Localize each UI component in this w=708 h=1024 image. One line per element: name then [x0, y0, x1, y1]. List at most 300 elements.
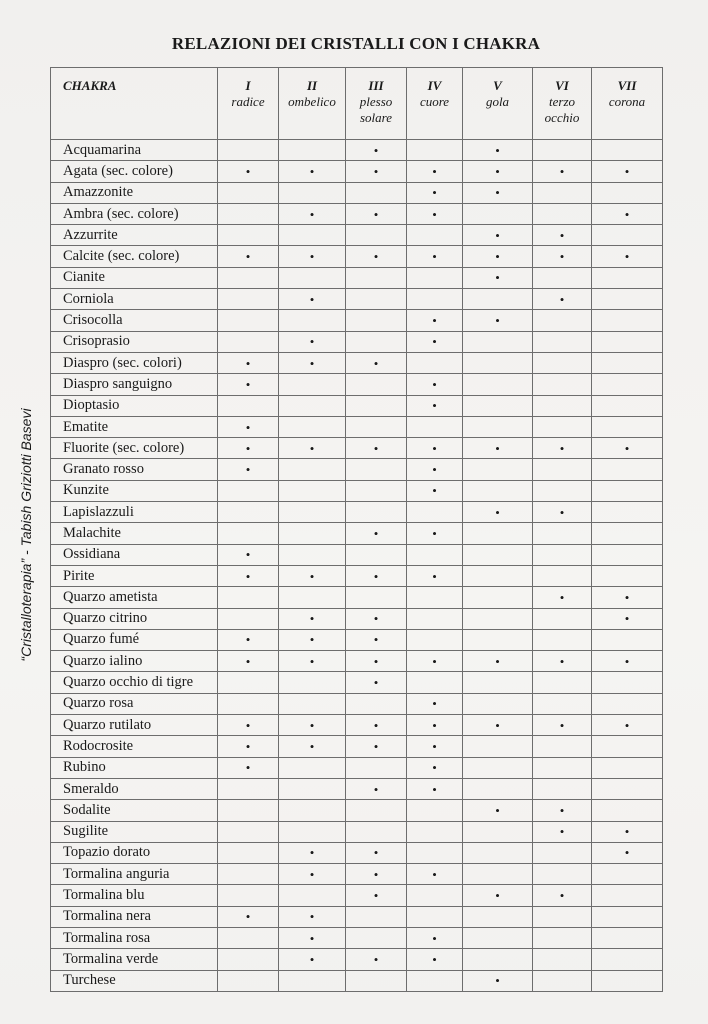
chakra-mark-empty [407, 225, 463, 246]
chakra-mark-empty [346, 374, 407, 395]
chakra-mark-empty [463, 352, 533, 373]
chakra-mark-dot: • [533, 225, 592, 246]
chakra-mark-empty [533, 140, 592, 161]
crystal-name: Topazio dorato [51, 842, 218, 863]
chakra-mark-empty [346, 821, 407, 842]
chakra-mark-dot: • [463, 267, 533, 288]
table-row [51, 502, 663, 523]
chakra-mark-dot: • [407, 693, 463, 714]
crystal-name: Rodocrosite [51, 736, 218, 757]
chakra-mark-dot: • [346, 842, 407, 863]
chakra-mark-empty [279, 459, 346, 480]
crystal-name: Sodalite [51, 800, 218, 821]
table-row [51, 821, 663, 842]
table-row [51, 949, 663, 970]
chakra-mark-dot: • [346, 651, 407, 672]
table-row [51, 608, 663, 629]
chakra-mark-empty [346, 289, 407, 310]
chakra-mark-dot: • [218, 906, 279, 927]
crystal-name: Tormalina verde [51, 949, 218, 970]
chakra-mark-empty [533, 459, 592, 480]
chakra-mark-empty [463, 864, 533, 885]
table-row [51, 565, 663, 586]
chakra-mark-empty [279, 267, 346, 288]
chakra-mark-empty [218, 480, 279, 501]
chakra-mark-dot: • [218, 374, 279, 395]
chakra-mark-empty [463, 949, 533, 970]
header-chakra-4 [407, 68, 463, 140]
crystal-name: Quarzo ametista [51, 587, 218, 608]
chakra-mark-empty [218, 502, 279, 523]
chakra-mark-empty [279, 480, 346, 501]
table-row [51, 203, 663, 224]
chakra-mark-empty [592, 949, 663, 970]
crystal-name: Acquamarina [51, 140, 218, 161]
chakra-mark-empty [346, 267, 407, 288]
chakra-mark-empty [463, 203, 533, 224]
chakra-mark-dot: • [592, 842, 663, 863]
page-title: RELAZIONI DEI CRISTALLI CON I CHAKRA [171, 34, 541, 53]
chakra-mark-empty [346, 416, 407, 437]
chakra-mark-empty [592, 970, 663, 991]
chakra-mark-dot: • [218, 544, 279, 565]
chakra-mark-empty [463, 587, 533, 608]
chakra-mark-empty [407, 352, 463, 373]
chakra-mark-empty [218, 225, 279, 246]
header-chakra: CHAKRA [51, 68, 218, 140]
chakra-mark-empty [218, 182, 279, 203]
chakra-mark-dot: • [279, 906, 346, 927]
chakra-mark-dot: • [407, 161, 463, 182]
chakra-mark-empty [592, 140, 663, 161]
chakra-mark-empty [533, 544, 592, 565]
chakra-mark-empty [592, 544, 663, 565]
chakra-mark-dot: • [407, 757, 463, 778]
chakra-mark-dot: • [463, 225, 533, 246]
chakra-mark-dot: • [218, 715, 279, 736]
chakra-mark-dot: • [592, 608, 663, 629]
table-row [51, 864, 663, 885]
chakra-mark-empty [592, 352, 663, 373]
chakra-mark-dot: • [279, 842, 346, 863]
chakra-mark-dot: • [346, 608, 407, 629]
chakra-mark-empty [279, 672, 346, 693]
chakra-mark-empty [463, 927, 533, 948]
table-row [51, 651, 663, 672]
chakra-mark-dot: • [407, 459, 463, 480]
table-row [51, 715, 663, 736]
chakra-mark-empty [592, 885, 663, 906]
crystal-name: Kunzite [51, 480, 218, 501]
chakra-mark-empty [218, 310, 279, 331]
chakra-mark-dot: • [279, 927, 346, 948]
chakra-mark-empty [346, 502, 407, 523]
chakra-mark-dot: • [407, 438, 463, 459]
chakra-mark-empty [279, 757, 346, 778]
chakra-mark-empty [346, 587, 407, 608]
chakra-mark-empty [592, 800, 663, 821]
crystal-name: Crisocolla [51, 310, 218, 331]
chakra-mark-empty [279, 310, 346, 331]
chakra-mark-dot: • [407, 203, 463, 224]
chakra-mark-dot: • [533, 715, 592, 736]
crystal-name: Turchese [51, 970, 218, 991]
chakra-mark-empty [218, 587, 279, 608]
chakra-mark-dot: • [407, 651, 463, 672]
crystal-name: Diaspro (sec. colori) [51, 352, 218, 373]
chakra-mark-empty [407, 502, 463, 523]
chakra-mark-dot: • [533, 246, 592, 267]
table-row [51, 757, 663, 778]
header-chakra-6 [533, 68, 592, 140]
chakra-mark-empty [346, 459, 407, 480]
chakra-mark-empty [346, 310, 407, 331]
chakra-mark-empty [279, 821, 346, 842]
chakra-mark-empty [279, 885, 346, 906]
chakra-mark-dot: • [346, 629, 407, 650]
chakra-mark-dot: • [463, 715, 533, 736]
chakra-mark-dot: • [218, 438, 279, 459]
crystal-name: Lapislazzuli [51, 502, 218, 523]
chakra-label: cuore [419, 94, 450, 109]
chakra-mark-empty [218, 927, 279, 948]
chakra-mark-dot: • [346, 672, 407, 693]
chakra-mark-empty [592, 182, 663, 203]
table-row [51, 544, 663, 565]
chakra-number: III [368, 78, 384, 93]
table-row [51, 289, 663, 310]
chakra-mark-empty [592, 416, 663, 437]
chakra-number: VII [617, 78, 637, 93]
table-row [51, 161, 663, 182]
crystal-name: Ambra (sec. colore) [51, 203, 218, 224]
chakra-mark-dot: • [407, 927, 463, 948]
chakra-mark-dot: • [533, 885, 592, 906]
chakra-mark-empty [533, 608, 592, 629]
chakra-mark-empty [346, 182, 407, 203]
table-row [51, 331, 663, 352]
chakra-mark-dot: • [346, 715, 407, 736]
chakra-mark-dot: • [463, 970, 533, 991]
crystal-name: Tormalina rosa [51, 927, 218, 948]
crystal-name: Tormalina nera [51, 906, 218, 927]
crystal-name: Smeraldo [51, 778, 218, 799]
crystal-name: Fluorite (sec. colore) [51, 438, 218, 459]
chakra-mark-dot: • [218, 757, 279, 778]
chakra-number: VI [555, 78, 569, 93]
chakra-mark-dot: • [279, 864, 346, 885]
crystal-name: Tormalina blu [51, 885, 218, 906]
chakra-mark-empty [279, 182, 346, 203]
chakra-mark-dot: • [279, 289, 346, 310]
chakra-mark-empty [346, 395, 407, 416]
chakra-mark-dot: • [463, 651, 533, 672]
chakra-mark-empty [533, 203, 592, 224]
chakra-mark-dot: • [407, 182, 463, 203]
chakra-label: ombelico [288, 94, 336, 109]
chakra-mark-dot: • [218, 459, 279, 480]
table-row [51, 587, 663, 608]
chakra-mark-empty [533, 970, 592, 991]
chakra-mark-empty [218, 523, 279, 544]
chakra-mark-empty [463, 416, 533, 437]
chakra-mark-dot: • [346, 523, 407, 544]
chakra-mark-empty [463, 842, 533, 863]
chakra-mark-empty [463, 395, 533, 416]
table-row [51, 693, 663, 714]
chakra-mark-dot: • [463, 438, 533, 459]
chakra-mark-empty [463, 523, 533, 544]
chakra-mark-empty [279, 374, 346, 395]
chakra-mark-empty [463, 480, 533, 501]
chakra-mark-empty [533, 693, 592, 714]
chakra-mark-empty [533, 629, 592, 650]
chakra-mark-dot: • [218, 565, 279, 586]
table-row [51, 438, 663, 459]
chakra-mark-empty [533, 331, 592, 352]
chakra-mark-empty [279, 140, 346, 161]
chakra-mark-dot: • [218, 651, 279, 672]
chakra-mark-empty [218, 778, 279, 799]
chakra-mark-empty [407, 544, 463, 565]
crystal-name: Quarzo fumé [51, 629, 218, 650]
chakra-mark-empty [218, 693, 279, 714]
chakra-mark-empty [533, 565, 592, 586]
chakra-mark-empty [279, 970, 346, 991]
chakra-mark-empty [218, 864, 279, 885]
header-chakra-7 [592, 68, 663, 140]
chakra-mark-empty [592, 864, 663, 885]
chakra-mark-dot: • [218, 416, 279, 437]
chakra-mark-dot: • [592, 203, 663, 224]
chakra-mark-dot: • [346, 736, 407, 757]
chakra-mark-empty [346, 225, 407, 246]
chakra-mark-empty [592, 629, 663, 650]
chakra-mark-dot: • [407, 246, 463, 267]
chakra-mark-empty [592, 267, 663, 288]
crystal-name: Quarzo citrino [51, 608, 218, 629]
chakra-mark-empty [218, 800, 279, 821]
chakra-mark-empty [463, 821, 533, 842]
table-row [51, 736, 663, 757]
chakra-mark-empty [346, 906, 407, 927]
table-row [51, 374, 663, 395]
chakra-mark-dot: • [218, 352, 279, 373]
chakra-mark-empty [533, 310, 592, 331]
chakra-mark-dot: • [463, 140, 533, 161]
chakra-mark-empty [463, 693, 533, 714]
chakra-mark-dot: • [533, 587, 592, 608]
table-row [51, 459, 663, 480]
chakra-mark-dot: • [346, 352, 407, 373]
chakra-mark-empty [463, 778, 533, 799]
header-chakra-3 [346, 68, 407, 140]
chakra-crystal-table [50, 67, 663, 992]
crystal-name: Sugilite [51, 821, 218, 842]
chakra-mark-empty [463, 672, 533, 693]
chakra-mark-empty [592, 523, 663, 544]
chakra-mark-empty [463, 736, 533, 757]
chakra-mark-empty [592, 374, 663, 395]
chakra-mark-empty [463, 331, 533, 352]
header-chakra-2 [279, 68, 346, 140]
chakra-mark-empty [463, 608, 533, 629]
chakra-label: radice [231, 94, 265, 109]
chakra-mark-empty [463, 757, 533, 778]
chakra-mark-dot: • [279, 331, 346, 352]
chakra-mark-empty [592, 395, 663, 416]
chakra-mark-empty [407, 587, 463, 608]
chakra-mark-dot: • [592, 246, 663, 267]
chakra-mark-dot: • [407, 310, 463, 331]
header-chakra-5 [463, 68, 533, 140]
chakra-mark-empty [592, 459, 663, 480]
chakra-mark-empty [279, 587, 346, 608]
table-row [51, 672, 663, 693]
chakra-mark-empty [279, 225, 346, 246]
chakra-mark-empty [218, 395, 279, 416]
chakra-mark-empty [592, 289, 663, 310]
chakra-mark-dot: • [218, 161, 279, 182]
chakra-mark-dot: • [279, 949, 346, 970]
chakra-mark-empty [533, 480, 592, 501]
chakra-mark-dot: • [407, 864, 463, 885]
chakra-mark-dot: • [592, 161, 663, 182]
crystal-name: Diaspro sanguigno [51, 374, 218, 395]
chakra-mark-empty [407, 906, 463, 927]
chakra-mark-dot: • [346, 565, 407, 586]
chakra-mark-dot: • [592, 651, 663, 672]
chakra-mark-empty [533, 523, 592, 544]
crystal-name: Corniola [51, 289, 218, 310]
chakra-mark-empty [592, 906, 663, 927]
chakra-mark-empty [533, 352, 592, 373]
chakra-mark-empty [533, 736, 592, 757]
chakra-mark-empty [407, 267, 463, 288]
chakra-mark-dot: • [346, 864, 407, 885]
chakra-mark-empty [407, 800, 463, 821]
chakra-mark-dot: • [279, 736, 346, 757]
chakra-mark-empty [218, 289, 279, 310]
crystal-name: Crisoprasio [51, 331, 218, 352]
chakra-mark-dot: • [279, 203, 346, 224]
side-caption: “Cristalloterapia” - Tabish Griziotti Basevi [18, 408, 34, 662]
chakra-mark-empty [592, 693, 663, 714]
table-row [51, 140, 663, 161]
chakra-label: terzo occhio [544, 94, 580, 125]
chakra-mark-dot: • [346, 203, 407, 224]
chakra-mark-dot: • [533, 438, 592, 459]
chakra-mark-empty [218, 672, 279, 693]
chakra-mark-empty [463, 906, 533, 927]
chakra-mark-dot: • [346, 161, 407, 182]
chakra-mark-empty [592, 310, 663, 331]
chakra-mark-empty [407, 289, 463, 310]
chakra-mark-dot: • [533, 289, 592, 310]
chakra-mark-empty [218, 970, 279, 991]
chakra-mark-empty [218, 949, 279, 970]
chakra-mark-empty [533, 927, 592, 948]
chakra-mark-empty [218, 885, 279, 906]
table-row [51, 416, 663, 437]
chakra-mark-empty [218, 203, 279, 224]
chakra-mark-empty [407, 629, 463, 650]
chakra-mark-empty [218, 140, 279, 161]
chakra-mark-empty [533, 864, 592, 885]
table-row [51, 800, 663, 821]
crystal-name: Azzurrite [51, 225, 218, 246]
chakra-mark-dot: • [407, 374, 463, 395]
chakra-mark-empty [407, 821, 463, 842]
chakra-mark-empty [218, 821, 279, 842]
chakra-mark-empty [533, 949, 592, 970]
chakra-mark-empty [346, 970, 407, 991]
chakra-mark-dot: • [533, 821, 592, 842]
chakra-mark-dot: • [279, 246, 346, 267]
chakra-mark-dot: • [407, 565, 463, 586]
chakra-mark-dot: • [218, 246, 279, 267]
chakra-mark-empty [463, 374, 533, 395]
chakra-mark-empty [533, 672, 592, 693]
chakra-mark-empty [463, 629, 533, 650]
chakra-mark-empty [279, 693, 346, 714]
crystal-name: Ossidiana [51, 544, 218, 565]
chakra-mark-dot: • [218, 736, 279, 757]
chakra-mark-dot: • [279, 161, 346, 182]
chakra-mark-dot: • [407, 736, 463, 757]
chakra-mark-empty [533, 757, 592, 778]
chakra-label: corona [608, 94, 646, 109]
chakra-mark-empty [407, 672, 463, 693]
chakra-number: V [493, 78, 502, 93]
chakra-mark-dot: • [407, 395, 463, 416]
chakra-mark-empty [592, 672, 663, 693]
chakra-mark-empty [592, 225, 663, 246]
chakra-mark-dot: • [533, 502, 592, 523]
chakra-mark-dot: • [533, 800, 592, 821]
crystal-name: Tormalina anguria [51, 864, 218, 885]
chakra-mark-empty [346, 544, 407, 565]
chakra-mark-empty [592, 565, 663, 586]
table-body [51, 140, 663, 992]
table-row [51, 310, 663, 331]
table-row [51, 182, 663, 203]
chakra-mark-empty [592, 480, 663, 501]
chakra-mark-dot: • [463, 310, 533, 331]
chakra-mark-empty [218, 267, 279, 288]
table-row [51, 395, 663, 416]
chakra-mark-empty [592, 778, 663, 799]
crystal-name: Agata (sec. colore) [51, 161, 218, 182]
chakra-mark-empty [279, 416, 346, 437]
chakra-mark-empty [533, 906, 592, 927]
chakra-mark-dot: • [592, 587, 663, 608]
chakra-mark-empty [407, 140, 463, 161]
table-row [51, 842, 663, 863]
chakra-number: II [306, 78, 318, 93]
chakra-mark-empty [592, 757, 663, 778]
chakra-mark-dot: • [407, 480, 463, 501]
chakra-mark-dot: • [533, 651, 592, 672]
chakra-mark-empty [533, 416, 592, 437]
chakra-mark-dot: • [279, 651, 346, 672]
chakra-mark-dot: • [592, 438, 663, 459]
table-row [51, 629, 663, 650]
chakra-number: I [245, 78, 251, 93]
chakra-mark-dot: • [463, 182, 533, 203]
chakra-mark-empty [218, 608, 279, 629]
chakra-mark-dot: • [279, 608, 346, 629]
